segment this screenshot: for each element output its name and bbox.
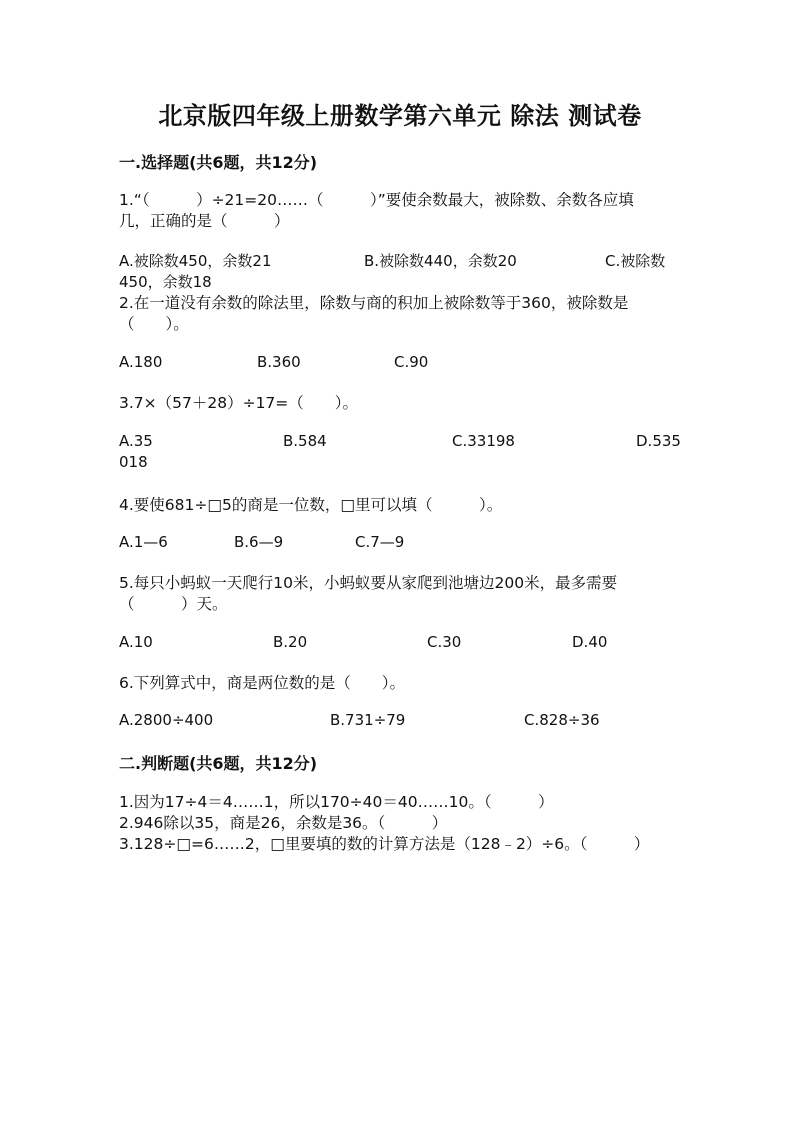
question-1-option-c[interactable]: C.被除数 (605, 252, 666, 270)
question-3-option-a[interactable]: A.35 (119, 432, 153, 450)
question-6-line-1: 6.下列算式中，商是两位数的是（ ）。 (119, 674, 406, 692)
question-5-option-a[interactable]: A.10 (119, 633, 153, 651)
question-5-option-c[interactable]: C.30 (427, 633, 462, 651)
question-2-line-1: 2.在一道没有余数的除法里，除数与商的积加上被除数等于360，被除数是 (119, 294, 629, 312)
question-1-option-a[interactable]: A.被除数450，余数21 (119, 252, 272, 270)
question-6-option-b[interactable]: B.731÷79 (330, 711, 406, 729)
question-4-option-a[interactable]: A.1—6 (119, 533, 168, 551)
question-2-option-b[interactable]: B.360 (257, 353, 301, 371)
question-2-option-c[interactable]: C.90 (394, 353, 429, 371)
question-5-line-2: （ ）天。 (119, 595, 228, 613)
question-3-line-1: 3.7×（57＋28）÷17=（ ）。 (119, 394, 359, 412)
question-1-option-c-continued: 450，余数18 (119, 273, 212, 291)
section-heading-judgement: 二.判断题(共6题，共12分) (119, 754, 318, 773)
question-3-option-c[interactable]: C.33198 (452, 432, 515, 450)
question-2-option-a[interactable]: A.180 (119, 353, 163, 371)
question-1-option-b[interactable]: B.被除数440，余数20 (364, 252, 517, 270)
judgement-item-1: 1.因为17÷4＝4……1，所以170÷40＝40……10。（ ） (119, 793, 554, 811)
question-4-line-1: 4.要使681÷□5的商是一位数，□里可以填（ ）。 (119, 496, 503, 514)
question-4-option-b[interactable]: B.6—9 (234, 533, 284, 551)
section-heading-choice: 一.选择题(共6题，共12分) (119, 153, 318, 172)
judgement-item-2: 2.946除以35，商是26，余数是36。（ ） (119, 814, 448, 832)
page-title: 北京版四年级上册数学第六单元 除法 测试卷 (158, 102, 642, 130)
question-5-option-d[interactable]: D.40 (572, 633, 608, 651)
judgement-item-3: 3.128÷□=6……2，□里要填的数的计算方法是（128﹣2）÷6。（ ） (119, 835, 650, 853)
question-3-option-b[interactable]: B.584 (283, 432, 327, 450)
question-1-line-2: 几，正确的是（ ） (119, 212, 290, 230)
question-3-option-d[interactable]: D.535 (636, 432, 681, 450)
question-1-line-1: 1.“（ ）÷21=20……（ ）”要使余数最大，被除数、余数各应填 (119, 191, 634, 209)
question-6-option-c[interactable]: C.828÷36 (524, 711, 600, 729)
question-2-line-2: （ ）。 (119, 315, 189, 333)
question-5-line-1: 5.每只小蚂蚁一天爬行10米，小蚂蚁要从家爬到池塘边200米，最多需要 (119, 574, 618, 592)
question-5-option-b[interactable]: B.20 (273, 633, 308, 651)
question-6-option-a[interactable]: A.2800÷400 (119, 711, 214, 729)
question-3-option-d-continued: 018 (119, 453, 148, 471)
question-4-option-c[interactable]: C.7—9 (355, 533, 405, 551)
